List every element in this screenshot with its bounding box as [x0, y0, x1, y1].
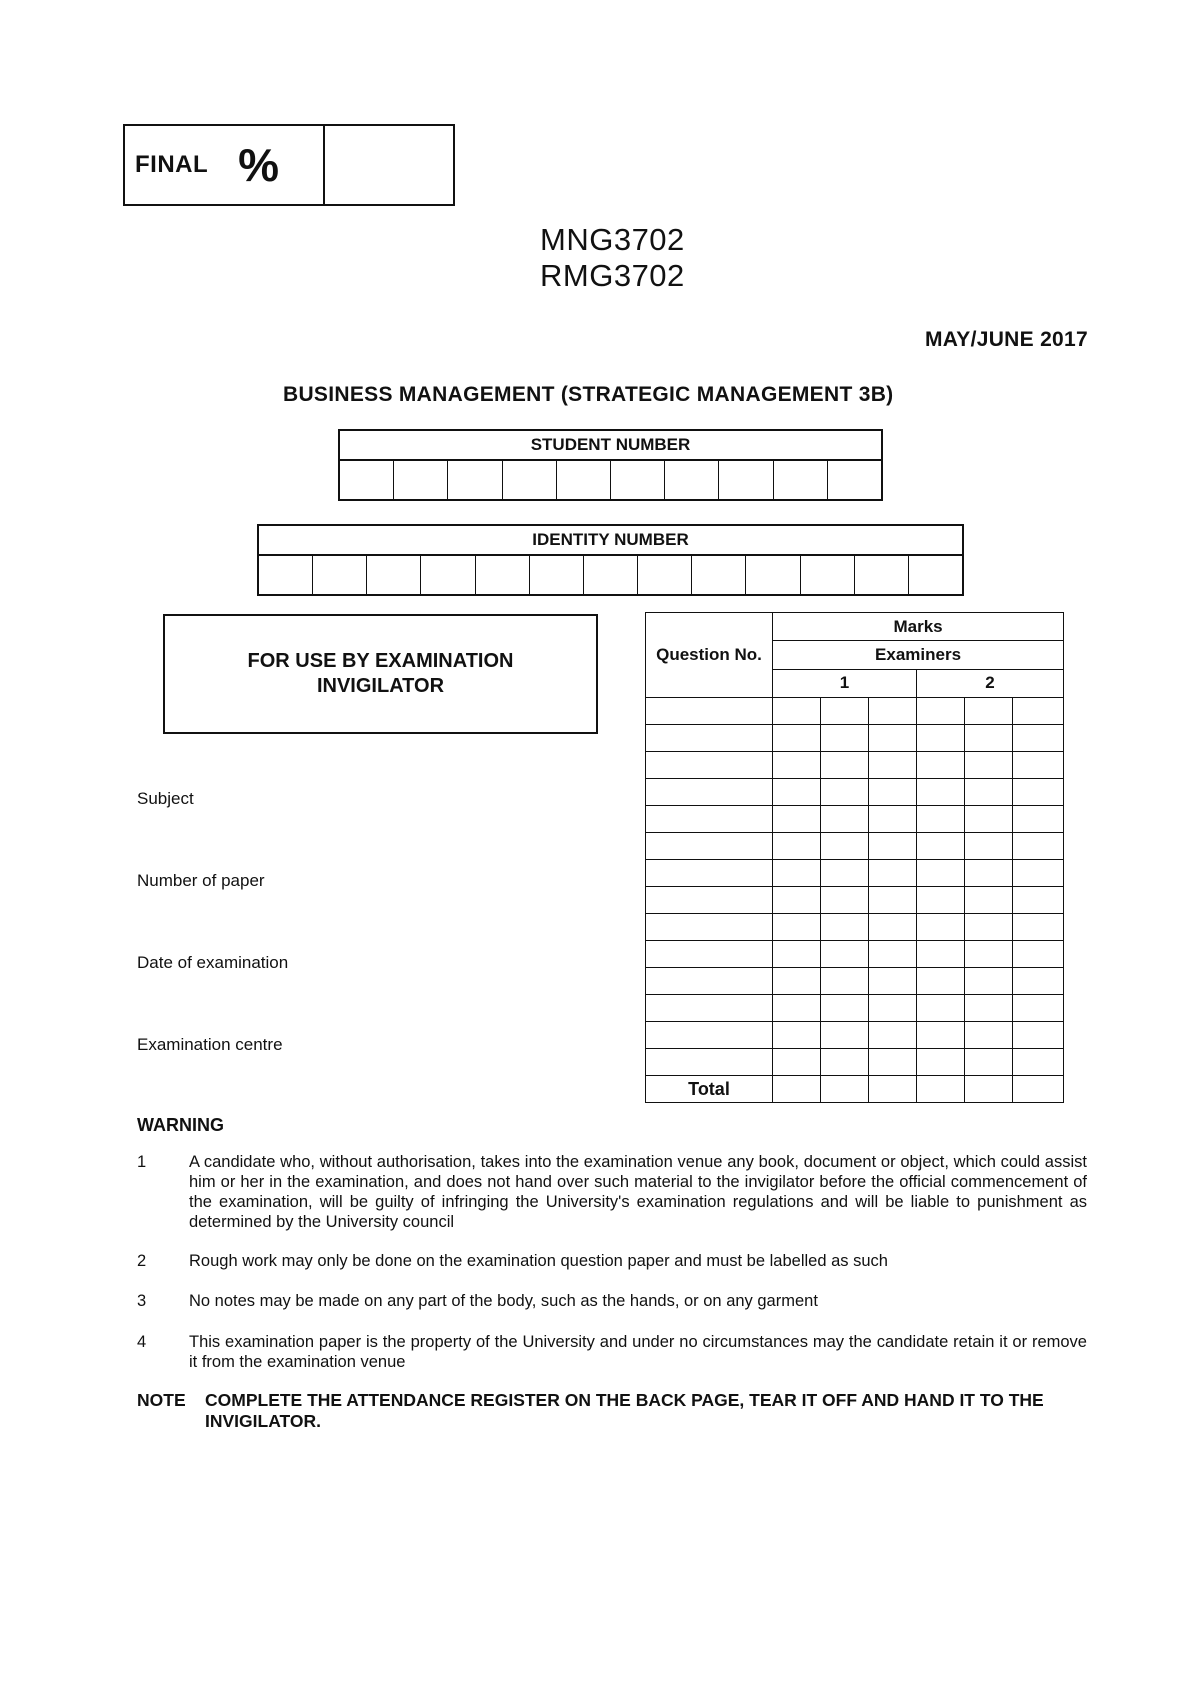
percent-symbol: %: [238, 139, 280, 191]
marks-table: [645, 612, 1064, 1103]
invigilator-box: [163, 614, 598, 734]
student-number-cell[interactable]: [665, 461, 719, 499]
identity-number-cell[interactable]: [746, 556, 800, 594]
identity-number-cell[interactable]: [638, 556, 692, 594]
identity-number-cell[interactable]: [909, 556, 962, 594]
mark-cell[interactable]: [869, 806, 917, 833]
mark-cell[interactable]: [821, 941, 869, 968]
warning-item: [137, 1152, 1087, 1232]
mark-cell[interactable]: [773, 887, 821, 914]
mark-cell[interactable]: [965, 1049, 1013, 1076]
mark-cell[interactable]: [965, 698, 1013, 725]
mark-cell[interactable]: [917, 779, 965, 806]
mark-cell[interactable]: [869, 941, 917, 968]
mark-cell[interactable]: [821, 860, 869, 887]
mark-cell[interactable]: [1013, 806, 1064, 833]
mark-cell[interactable]: [773, 779, 821, 806]
mark-cell[interactable]: [821, 698, 869, 725]
question-cell[interactable]: [646, 995, 773, 1022]
identity-number-cells: [259, 556, 962, 594]
student-number-cell[interactable]: [394, 461, 448, 499]
mark-cell[interactable]: [965, 725, 1013, 752]
marks-row: [646, 968, 1064, 995]
identity-number-cell[interactable]: [801, 556, 855, 594]
marks-row: [646, 806, 1064, 833]
identity-number-cell[interactable]: [692, 556, 746, 594]
mark-cell[interactable]: [821, 1049, 869, 1076]
warning-item-number: 2: [137, 1252, 147, 1270]
warning-title: WARNING: [137, 1115, 224, 1135]
marks-row: [646, 779, 1064, 806]
mark-cell[interactable]: [869, 1022, 917, 1049]
warning-item: [137, 1251, 1087, 1271]
marks-row: [646, 887, 1064, 914]
mark-cell[interactable]: [1013, 887, 1064, 914]
student-number-cell[interactable]: [340, 461, 394, 499]
mark-cell[interactable]: [965, 752, 1013, 779]
examiner-1-header: 1: [773, 669, 917, 697]
mark-cell[interactable]: [869, 995, 917, 1022]
course-code-1: MNG3702: [540, 222, 685, 257]
mark-cell[interactable]: [821, 887, 869, 914]
student-number-cell[interactable]: [719, 461, 773, 499]
marks-row: [646, 941, 1064, 968]
student-number-label: STUDENT NUMBER: [340, 431, 881, 461]
warning-item-text: No notes may be made on any part of the body, such as the hands, or on any garment: [189, 1292, 818, 1310]
mark-cell[interactable]: [1013, 860, 1064, 887]
total-row: [646, 1076, 1064, 1103]
question-cell[interactable]: [646, 779, 773, 806]
mark-cell[interactable]: [1013, 698, 1064, 725]
mark-cell[interactable]: [965, 860, 1013, 887]
mark-cell[interactable]: [821, 968, 869, 995]
mark-cell[interactable]: [1013, 725, 1064, 752]
mark-cell[interactable]: [773, 1022, 821, 1049]
question-cell[interactable]: [646, 1049, 773, 1076]
mark-cell[interactable]: [917, 968, 965, 995]
marks-row: [646, 1022, 1064, 1049]
mark-cell[interactable]: [869, 725, 917, 752]
subject-field-label: Subject: [137, 789, 194, 808]
mark-cell[interactable]: [773, 914, 821, 941]
mark-cell[interactable]: [965, 914, 1013, 941]
mark-cell[interactable]: [1013, 752, 1064, 779]
identity-number-cell[interactable]: [259, 556, 313, 594]
mark-cell[interactable]: [869, 833, 917, 860]
mark-cell[interactable]: [821, 806, 869, 833]
identity-number-cell[interactable]: [584, 556, 638, 594]
warning-item: [137, 1332, 1087, 1372]
examiners-header: Examiners: [773, 641, 1064, 669]
identity-number-cell[interactable]: [421, 556, 475, 594]
mark-cell[interactable]: [869, 860, 917, 887]
student-number-cell[interactable]: [774, 461, 828, 499]
mark-cell[interactable]: [1013, 995, 1064, 1022]
question-cell[interactable]: [646, 941, 773, 968]
mark-cell[interactable]: [869, 1049, 917, 1076]
mark-cell[interactable]: [917, 833, 965, 860]
mark-cell[interactable]: [869, 968, 917, 995]
mark-cell[interactable]: [917, 1022, 965, 1049]
question-cell[interactable]: [646, 860, 773, 887]
note-text: COMPLETE THE ATTENDANCE REGISTER ON THE BACK PAGE, TEAR IT OFF AND HAND IT TO THE INVIGILATOR.: [205, 1390, 1044, 1431]
invigilator-title: FOR USE BY EXAMINATION INVIGILATOR: [247, 650, 514, 697]
total-mark-cell[interactable]: [773, 1076, 821, 1103]
final-mark-box: [123, 124, 455, 206]
mark-cell[interactable]: [773, 698, 821, 725]
warning-item-number: 1: [137, 1153, 147, 1171]
mark-cell[interactable]: [1013, 968, 1064, 995]
mark-cell[interactable]: [869, 914, 917, 941]
final-mark-field[interactable]: [325, 126, 453, 204]
mark-cell[interactable]: [821, 995, 869, 1022]
mark-cell[interactable]: [869, 779, 917, 806]
mark-cell[interactable]: [821, 725, 869, 752]
question-cell[interactable]: [646, 698, 773, 725]
mark-cell[interactable]: [965, 833, 1013, 860]
date-field-label: Date of examination: [137, 953, 289, 972]
examiner-2-header: 2: [917, 669, 1064, 697]
identity-number-cell[interactable]: [855, 556, 909, 594]
mark-cell[interactable]: [917, 1049, 965, 1076]
student-number-cells: [340, 461, 881, 499]
question-cell[interactable]: [646, 968, 773, 995]
marks-row: [646, 1049, 1064, 1076]
mark-cell[interactable]: [821, 1022, 869, 1049]
mark-cell[interactable]: [821, 752, 869, 779]
mark-cell[interactable]: [869, 698, 917, 725]
identity-number-label: IDENTITY NUMBER: [259, 526, 962, 556]
course-code-2: RMG3702: [540, 258, 685, 293]
marks-row: [646, 725, 1064, 752]
marks-row: [646, 860, 1064, 887]
final-label: FINAL: [135, 151, 209, 178]
mark-cell[interactable]: [1013, 941, 1064, 968]
mark-cell[interactable]: [773, 725, 821, 752]
mark-cell[interactable]: [917, 941, 965, 968]
mark-cell[interactable]: [965, 887, 1013, 914]
mark-cell[interactable]: [773, 968, 821, 995]
mark-cell[interactable]: [1013, 779, 1064, 806]
mark-cell[interactable]: [917, 887, 965, 914]
mark-cell[interactable]: [1013, 1049, 1064, 1076]
marks-row: [646, 833, 1064, 860]
paper-field-label: Number of paper: [137, 871, 265, 890]
marks-row: [646, 914, 1064, 941]
marks-header: Marks: [773, 613, 1064, 641]
question-cell[interactable]: [646, 833, 773, 860]
student-number-cell[interactable]: [828, 461, 881, 499]
mark-cell[interactable]: [773, 1049, 821, 1076]
final-label-area: [125, 126, 325, 204]
mark-cell[interactable]: [917, 914, 965, 941]
subject-title: BUSINESS MANAGEMENT (STRATEGIC MANAGEMENT 3B): [283, 383, 894, 406]
mark-cell[interactable]: [869, 752, 917, 779]
mark-cell[interactable]: [917, 698, 965, 725]
identity-number-cell[interactable]: [367, 556, 421, 594]
student-number-cell[interactable]: [448, 461, 502, 499]
mark-cell[interactable]: [821, 833, 869, 860]
mark-cell[interactable]: [1013, 914, 1064, 941]
exam-session: MAY/JUNE 2017: [924, 328, 1088, 351]
question-cell[interactable]: [646, 887, 773, 914]
mark-cell[interactable]: [917, 860, 965, 887]
mark-cell[interactable]: [773, 806, 821, 833]
identity-number-cell[interactable]: [530, 556, 584, 594]
warning-item-text: Rough work may only be done on the examination question paper and must be labelled as such: [189, 1252, 888, 1270]
mark-cell[interactable]: [917, 995, 965, 1022]
mark-cell[interactable]: [917, 725, 965, 752]
mark-cell[interactable]: [965, 806, 1013, 833]
mark-cell[interactable]: [1013, 1022, 1064, 1049]
mark-cell[interactable]: [965, 1022, 1013, 1049]
marks-row: [646, 752, 1064, 779]
mark-cell[interactable]: [965, 941, 1013, 968]
question-cell[interactable]: [646, 752, 773, 779]
question-cell[interactable]: [646, 806, 773, 833]
mark-cell[interactable]: [773, 860, 821, 887]
mark-cell[interactable]: [773, 752, 821, 779]
centre-field-label: Examination centre: [137, 1035, 283, 1054]
mark-cell[interactable]: [773, 941, 821, 968]
warning-item-number: 4: [137, 1333, 147, 1351]
mark-cell[interactable]: [821, 914, 869, 941]
total-mark-cell[interactable]: [1013, 1076, 1064, 1103]
mark-cell[interactable]: [965, 968, 1013, 995]
mark-cell[interactable]: [773, 995, 821, 1022]
question-cell[interactable]: [646, 1022, 773, 1049]
warning-item-text: A candidate who, without authorisation, takes into the examination venue any book, document or object, which could assist him or her in the examination, and does not hand over such material to the invigilator before the official commencement of the examination, will be guilty of infringing the University's examination regulations and will be liable to punishment as determined by the University council: [189, 1153, 1087, 1231]
total-mark-cell[interactable]: [917, 1076, 965, 1103]
mark-cell[interactable]: [917, 752, 965, 779]
total-mark-cell[interactable]: [821, 1076, 869, 1103]
total-mark-cell[interactable]: [869, 1076, 917, 1103]
marks-row: [646, 698, 1064, 725]
student-number-cell[interactable]: [503, 461, 557, 499]
marks-row: [646, 995, 1064, 1022]
warning-item: [137, 1291, 1087, 1311]
identity-number-cell[interactable]: [476, 556, 530, 594]
total-label: Total: [646, 1076, 773, 1103]
student-number-grid: [338, 429, 883, 501]
note: [137, 1390, 1097, 1432]
identity-number-cell[interactable]: [313, 556, 367, 594]
mark-cell[interactable]: [965, 995, 1013, 1022]
warning-item-text: This examination paper is the property of the University and under no circumstances may the candidate retain it or remove it from the examination venue: [189, 1333, 1087, 1371]
question-cell[interactable]: [646, 725, 773, 752]
student-number-cell[interactable]: [557, 461, 611, 499]
mark-cell[interactable]: [1013, 833, 1064, 860]
mark-cell[interactable]: [965, 779, 1013, 806]
question-no-header: Question No.: [646, 613, 773, 698]
mark-cell[interactable]: [773, 833, 821, 860]
question-cell[interactable]: [646, 914, 773, 941]
note-label: NOTE: [137, 1390, 186, 1410]
total-mark-cell[interactable]: [965, 1076, 1013, 1103]
identity-number-grid: [257, 524, 964, 596]
mark-cell[interactable]: [869, 887, 917, 914]
mark-cell[interactable]: [917, 806, 965, 833]
student-number-cell[interactable]: [611, 461, 665, 499]
warning-item-number: 3: [137, 1292, 147, 1310]
mark-cell[interactable]: [821, 779, 869, 806]
